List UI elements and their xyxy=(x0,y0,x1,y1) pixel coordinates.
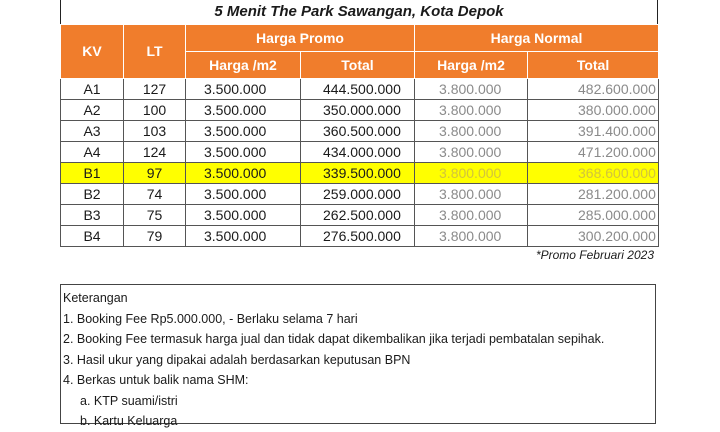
cell-normal-total: 391.400.000 xyxy=(528,121,659,142)
table-row xyxy=(61,100,659,121)
page-title: 5 Menit The Park Sawangan, Kota Depok xyxy=(60,0,658,24)
cell-kv: A2 xyxy=(61,100,124,121)
cell-normal-m2: 3.800.000 xyxy=(415,142,528,163)
table-row xyxy=(61,205,659,226)
cell-promo-m2: 3.500.000 xyxy=(186,226,301,247)
price-table xyxy=(60,24,659,247)
cell-promo-m2: 3.500.000 xyxy=(186,100,301,121)
cell-promo-m2: 3.500.000 xyxy=(186,184,301,205)
cell-promo-total: 259.000.000 xyxy=(301,184,415,205)
cell-kv: B2 xyxy=(61,184,124,205)
price-sheet xyxy=(60,0,658,428)
info-sub-item: b. Kartu Keluarga xyxy=(80,414,178,428)
cell-promo-total: 339.500.000 xyxy=(301,163,415,184)
cell-normal-m2: 3.800.000 xyxy=(415,121,528,142)
cell-normal-m2: 3.800.000 xyxy=(415,163,528,184)
cell-promo-m2: 3.500.000 xyxy=(186,163,301,184)
cell-promo-total: 360.500.000 xyxy=(301,121,415,142)
cell-normal-m2: 3.800.000 xyxy=(415,184,528,205)
cell-normal-m2: 3.800.000 xyxy=(415,79,528,100)
cell-normal-m2: 3.800.000 xyxy=(415,226,528,247)
cell-normal-total: 368.600.000 xyxy=(528,163,659,184)
info-item: 1. Booking Fee Rp5.000.000, - Berlaku selama 7 hari xyxy=(63,311,358,326)
cell-promo-total: 262.500.000 xyxy=(301,205,415,226)
header-lt: LT xyxy=(124,25,186,79)
cell-normal-total: 471.200.000 xyxy=(528,142,659,163)
cell-promo-m2: 3.500.000 xyxy=(186,205,301,226)
cell-lt: 74 xyxy=(124,184,186,205)
cell-kv: A3 xyxy=(61,121,124,142)
info-box xyxy=(60,284,656,428)
header-harga-normal: Harga Normal xyxy=(415,25,659,52)
info-heading: Keterangan xyxy=(63,291,128,305)
cell-normal-total: 281.200.000 xyxy=(528,184,659,205)
cell-normal-total: 380.000.000 xyxy=(528,100,659,121)
cell-normal-m2: 3.800.000 xyxy=(415,100,528,121)
cell-promo-total: 350.000.000 xyxy=(301,100,415,121)
header-normal-price-per-m2: Harga /m2 xyxy=(415,52,528,79)
cell-promo-total: 434.000.000 xyxy=(301,142,415,163)
cell-kv: B3 xyxy=(61,205,124,226)
cell-kv: A1 xyxy=(61,79,124,100)
table-row xyxy=(61,142,659,163)
cell-promo-total: 276.500.000 xyxy=(301,226,415,247)
header-kv: KV xyxy=(61,25,124,79)
cell-promo-m2: 3.500.000 xyxy=(186,79,301,100)
table-row xyxy=(61,121,659,142)
info-item: 2. Booking Fee termasuk harga jual dan tidak dapat dikembalikan jika terjadi pembatalan sepihak. xyxy=(63,332,605,346)
cell-lt: 127 xyxy=(124,79,186,100)
table-row-highlighted xyxy=(61,163,659,184)
header-promo-total: Total xyxy=(301,52,415,79)
cell-normal-total: 300.200.000 xyxy=(528,226,659,247)
info-item: 4. Berkas untuk balik nama SHM: xyxy=(63,373,249,387)
cell-normal-total: 285.000.000 xyxy=(528,205,659,226)
cell-kv: B1 xyxy=(61,163,124,184)
cell-promo-m2: 3.500.000 xyxy=(186,142,301,163)
info-sub-item: a. KTP suami/istri xyxy=(80,393,178,408)
cell-promo-total: 444.500.000 xyxy=(301,79,415,100)
cell-lt: 97 xyxy=(124,163,186,184)
cell-kv: B4 xyxy=(61,226,124,247)
cell-lt: 75 xyxy=(124,205,186,226)
table-row xyxy=(61,184,659,205)
cell-promo-m2: 3.500.000 xyxy=(186,121,301,142)
info-item: 3. Hasil ukur yang dipakai adalah berdasarkan keputusan BPN xyxy=(63,352,411,367)
table-row xyxy=(61,79,659,100)
cell-lt: 79 xyxy=(124,226,186,247)
table-row xyxy=(61,226,659,247)
header-promo-price-per-m2: Harga /m2 xyxy=(186,52,301,79)
header-harga-promo: Harga Promo xyxy=(186,25,415,52)
cell-lt: 103 xyxy=(124,121,186,142)
cell-normal-total: 482.600.000 xyxy=(528,79,659,100)
cell-normal-m2: 3.800.000 xyxy=(415,205,528,226)
cell-kv: A4 xyxy=(61,142,124,163)
cell-lt: 124 xyxy=(124,142,186,163)
header-normal-total: Total xyxy=(528,52,659,79)
promo-note: *Promo Februari 2023 xyxy=(535,248,654,262)
cell-lt: 100 xyxy=(124,100,186,121)
